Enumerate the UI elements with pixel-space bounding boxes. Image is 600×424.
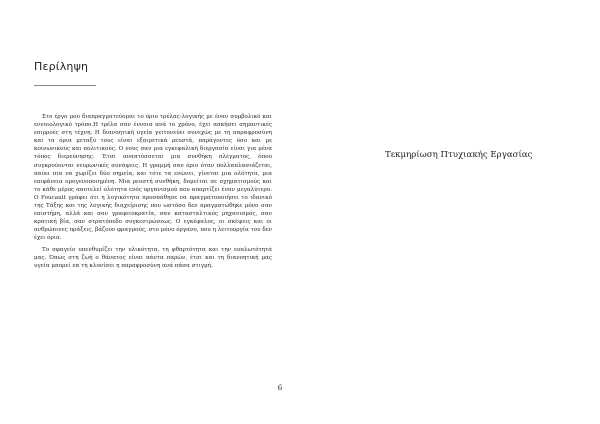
abstract-paragraph-2: Το σφαγείο υπενθυμίζει την υλικότητα, τη φθαρτότητα και την ευαλωτότητά μας. Όπως στη ζωή ο θάνατος είναι πάντα παρών, έτσι και τη διανοητική μας υγεία μπορεί να τη κλονίσει η παραφροσύνη ανά πάσα στιγμή. (34, 246, 272, 269)
right-page (300, 0, 600, 424)
page-number: 6 (277, 384, 283, 392)
thesis-documentation-title: Τεκμηρίωση Πτυχιακής Εργασίας (385, 150, 533, 160)
heading-underline (34, 85, 96, 86)
abstract-paragraph-1: Στο έργο μου διαπραγματεύομαι το όριο τρέλας-λογικής με έναν συμβολικό και εννοιολογικό τρόπο.Η τρέλα σαν έννοια ανά το χρόνο, έχει ασκήσει σημαντικές επιρροές στη τέχνη. Η διανοητική υγεία γειτονεύει συνεχώς με τη παραφροσύνη και τα όρια μεταξύ τους είναι εξαιρετικά ρευστά, παράγοντες όσο και με κοινωνικούς και πολιτικούς. Ο νους σαν μια εγκεφαλική διεργασία είναι για μένα τόπος διερεύνησης. Έτσι αναπτύσσεται μια συνθήκη πλέγματος, όπου συγκρούονται νευρωνικές συνάψεις. Η γραμμή σαν όριο όταν πολλαπλασιάζεται, παύει πια να χωρίζει δύο σημεία, και τότε τα ενώνει, γίνεται μια ολότητα, μια επιφάνεια ομογενοποιημένη. Μια ρευστή συνθήκη, δομείται σε σχηματισμούς και το κάθε μέρος αποτελεί ολότητα ενός οργανισμού που απαρτίζει έναν μεγαλύτερο. Ο Foucault γράφει ότι η λογικότητα προσπάθησε να πραγματοποιήσει το ιδανικό της Τάξης και της λογικής διαχείρισης που ωστόσο δεν πραγματώθηκε μόνο σαν επιστήμη, αλλά και σαν γραφειοκρατία, σαν κατασταλτικός μηχανισμός, σαν κρατική βία, σαν στρατόπεδο συγκεντρώσεως. Ο εγκέφαλος, οι σκέψεις και οι ανθρώπινες πράξεις, βάζουν φραγμούς, στο μόνο όργανο, που η λειτουργία του δεν έχει όρια. (34, 114, 272, 242)
abstract-heading: Περίληψη (34, 60, 89, 73)
abstract-body (34, 113, 272, 273)
